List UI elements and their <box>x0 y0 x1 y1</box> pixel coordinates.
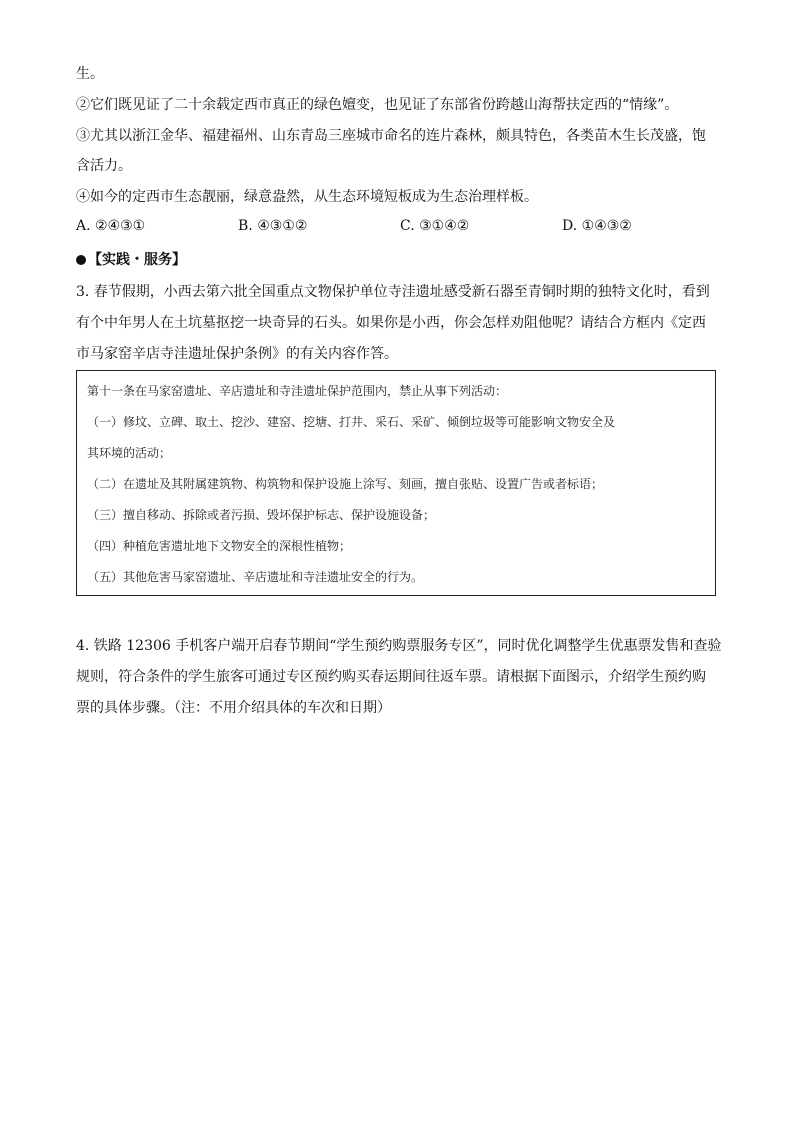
regulation-line: （一）修坟、立碑、取土、挖沙、建窑、挖塘、打井、采石、采矿、倾倒垃圾等可能影响文物安全及 <box>87 415 616 429</box>
question4-line1: 4. 铁路 12306 手机客户端开启春节期间“学生预约购票服务专区”，同时优化调整学生优惠票发售和查验 <box>76 638 722 654</box>
question2-item-3-line1: ③尤其以浙江金华、福建福州、山东青岛三座城市命名的连片森林，颇具特色，各类苗木生长茂盛，饱 <box>76 128 706 144</box>
regulation-line: （二）在遗址及其附属建筑物、构筑物和保护设施上涂写、刻画，擅自张贴、设置广告或者标语； <box>87 477 604 491</box>
regulation-line: 其环境的活动； <box>87 446 172 460</box>
option-b[interactable]: B. ④③①② <box>238 218 308 234</box>
question4-line2: 规则，符合条件的学生旅客可通过专区预约购买春运期间往返车票。请根据下面图示，介绍学生预约购 <box>76 669 706 685</box>
option-a[interactable]: A. ②④③① <box>76 218 146 234</box>
answer-options <box>76 216 716 238</box>
question3-line2: 有个中年男人在土坑墓抠挖一块奇异的石头。如果你是小西，你会怎样劝阻他呢？请结合方框内《定西 <box>76 315 706 331</box>
question2-item-3-line2: 含活力。 <box>76 158 132 174</box>
regulation-box <box>76 370 716 596</box>
regulation-line: 第十一条在马家窑遗址、辛店遗址和寺洼遗址保护范围内，禁止从事下列活动： <box>87 384 508 398</box>
regulation-line: （三）擅自移动、拆除或者污损、毁坏保护标志、保护设施设备； <box>87 508 436 522</box>
question4-line3: 票的具体步骤。（注：不用介绍具体的车次和日期） <box>76 700 391 716</box>
section-title: 【实践・服务】 <box>88 252 186 268</box>
regulation-line: （四）种植危害遗址地下文物安全的深根性植物； <box>87 539 352 553</box>
option-c[interactable]: C. ③①④② <box>400 218 470 234</box>
bullet-icon <box>76 255 86 265</box>
question3-line1: 3. 春节假期，小西去第六批全国重点文物保护单位寺洼遗址感受新石器至青铜时期的独特文化时，看到 <box>76 284 710 300</box>
option-d[interactable]: D. ①④③② <box>562 218 632 234</box>
section-heading <box>76 250 186 270</box>
question3-line3: 市马家窑辛店寺洼遗址保护条例》的有关内容作答。 <box>76 346 398 362</box>
regulation-line: （五）其他危害马家窑遗址、辛店遗址和寺洼遗址安全的行为。 <box>87 570 424 584</box>
question2-item-2: ②它们既见证了二十余载定西市真正的绿色嬗变，也见证了东部省份跨越山海帮扶定西的“情缘”。 <box>76 97 679 113</box>
question2-item-4: ④如今的定西市生态靓丽，绿意盎然，从生态环境短板成为生态治理样板。 <box>76 189 538 205</box>
question2-tail: 生。 <box>76 66 104 82</box>
